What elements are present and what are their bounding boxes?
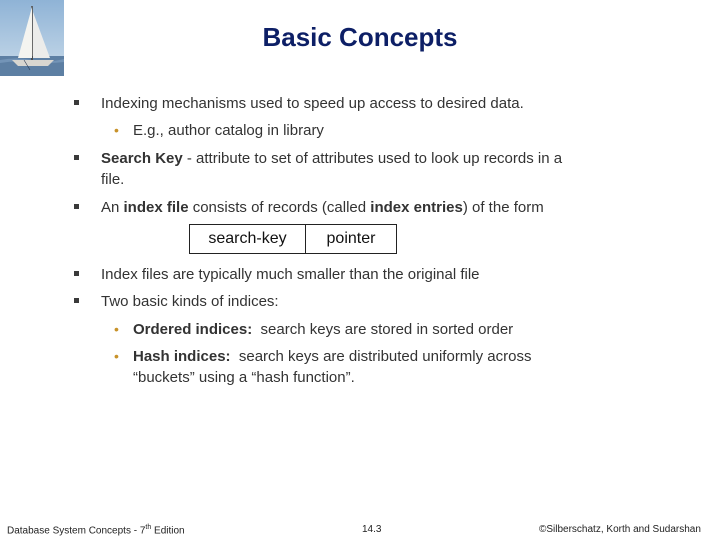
bullet-text: Index files are typically much smaller than the original file (101, 266, 480, 283)
square-bullet-icon (74, 100, 79, 105)
footer-copyright: ©Silberschatz, Korth and Sudarshan (539, 524, 701, 535)
search-key-cell: search-key (190, 225, 306, 253)
bullet-text: search keys are stored in sorted order (252, 321, 514, 338)
bullet-text: - attribute to set of attributes used to look up records in a (182, 150, 563, 167)
bullet-text-cont: “buckets” using a “hash function”. (133, 369, 355, 386)
square-bullet-icon (74, 204, 79, 209)
bullet-index-file (101, 197, 544, 218)
index-entry-diagram (189, 224, 397, 254)
footer-left (7, 524, 185, 536)
square-bullet-icon (74, 155, 79, 160)
bullet-text: Two basic kinds of indices: (101, 293, 279, 310)
bullet-indexing (101, 93, 524, 114)
slide-title: Basic Concepts (262, 22, 458, 52)
square-bullet-icon (74, 271, 79, 276)
term-index-file: index file (123, 199, 189, 216)
dot-bullet-icon: • (114, 348, 119, 364)
term-hash-indices: Hash indices: (133, 348, 231, 365)
bullet-text: ) of the form (462, 199, 544, 216)
bullet-search-key (101, 148, 641, 190)
footer-book-title: Database System Concepts - 7 (7, 525, 146, 537)
bullet-text: search keys are distributed uniformly across (230, 348, 532, 365)
square-bullet-icon (74, 298, 79, 303)
term-index-entries: index entries (370, 199, 463, 216)
bullet-text: Indexing mechanisms used to speed up access to desired data. (101, 95, 524, 112)
footer-edition: Edition (151, 525, 185, 537)
dot-bullet-icon: • (114, 122, 119, 138)
footer-superscript: th (145, 524, 152, 531)
bullet-text: An (101, 199, 124, 216)
sub-bullet-ordered (133, 319, 513, 340)
footer-page-number: 14.3 (362, 524, 382, 535)
term-search-key: Search Key (101, 150, 183, 167)
bullet-index-size (101, 264, 480, 285)
sub-bullet-hash (133, 346, 613, 388)
bullet-text: E.g., author catalog in library (133, 122, 324, 139)
dot-bullet-icon: • (114, 321, 119, 337)
bullet-text-cont: file. (101, 171, 125, 188)
pointer-cell: pointer (326, 230, 376, 247)
term-ordered-indices: Ordered indices: (133, 321, 253, 338)
bullet-text: consists of records (called (188, 199, 371, 216)
bullet-two-kinds (101, 291, 279, 312)
sub-bullet-example (133, 120, 324, 141)
